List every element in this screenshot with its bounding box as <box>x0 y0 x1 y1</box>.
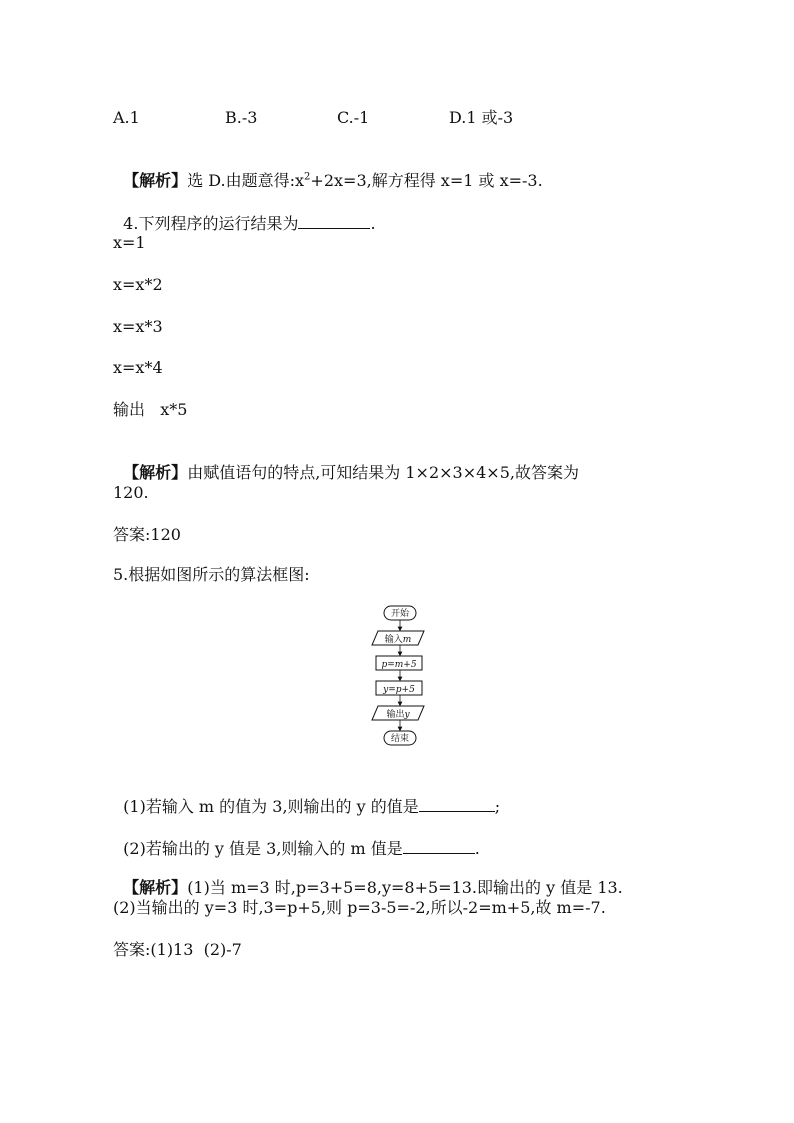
q5-sub1 <box>113 773 500 818</box>
answer-blank <box>419 795 495 812</box>
q4-analysis-cont: 120. <box>113 483 149 502</box>
analysis-tag: 【解析】 <box>123 878 188 897</box>
answer-blank <box>403 837 475 854</box>
end-label: 结束 <box>390 734 410 744</box>
input-label: 输入m <box>384 635 412 645</box>
q4-answer: 答案:120 <box>113 525 181 544</box>
option-a: A.1 <box>113 108 140 127</box>
q4-question <box>113 190 376 235</box>
analysis-text-post: +2x=3,解方程得 x=1 或 x=-3. <box>310 171 543 190</box>
analysis-text-1: (1)当 m=3 时,p=3+5=8,y=8+5=13.即输出的 y 值是 13. <box>187 878 623 897</box>
code-line: x=1 <box>113 233 146 252</box>
code-line: 输出 x*5 <box>113 400 188 419</box>
analysis-superscript: 2 <box>304 171 311 183</box>
q4-question-text: 4.下列程序的运行结果为 <box>123 214 299 233</box>
option-d: D.1 或-3 <box>449 108 514 127</box>
algorithm-flowchart <box>360 602 460 752</box>
process-p-label: p=m+5 <box>381 660 417 670</box>
code-line: x=x*2 <box>113 275 163 294</box>
q4-question-end: . <box>370 214 376 233</box>
q5-answer: 答案:(1)13 (2)-7 <box>113 940 242 959</box>
q3-analysis <box>113 148 543 192</box>
start-label: 开始 <box>390 609 410 619</box>
q5-sub1-text: (1)若输入 m 的值为 3,则输出的 y 的值是 <box>123 797 419 816</box>
code-line: x=x*3 <box>113 317 163 336</box>
option-b: B.-3 <box>225 108 258 127</box>
q5-sub2-end: . <box>474 839 480 858</box>
output-label: 输出y <box>386 710 410 720</box>
code-line: x=x*4 <box>113 358 163 377</box>
option-c: C.-1 <box>337 108 370 127</box>
q5-sub1-end: ; <box>494 797 501 816</box>
q4-analysis <box>113 440 579 484</box>
process-y-label: y=p+5 <box>383 685 415 695</box>
q5-sub2 <box>113 815 480 860</box>
q5-analysis-2: (2)当输出的 y=3 时,3=p+5,则 p=3-5=-2,所以-2=m+5,故 m=-7. <box>113 898 606 917</box>
q5-sub2-text: (2)若输出的 y 值是 3,则输入的 m 值是 <box>123 839 403 858</box>
analysis-text: 由赋值语句的特点,可知结果为 1×2×3×4×5,故答案为 <box>187 463 579 482</box>
q5-question: 5.根据如图所示的算法框图: <box>113 565 310 584</box>
answer-blank <box>298 212 370 229</box>
analysis-tag: 【解析】 <box>123 171 188 190</box>
analysis-text-pre: 选 D.由题意得:x <box>187 171 305 190</box>
analysis-tag: 【解析】 <box>123 463 188 482</box>
q5-analysis <box>113 855 623 899</box>
